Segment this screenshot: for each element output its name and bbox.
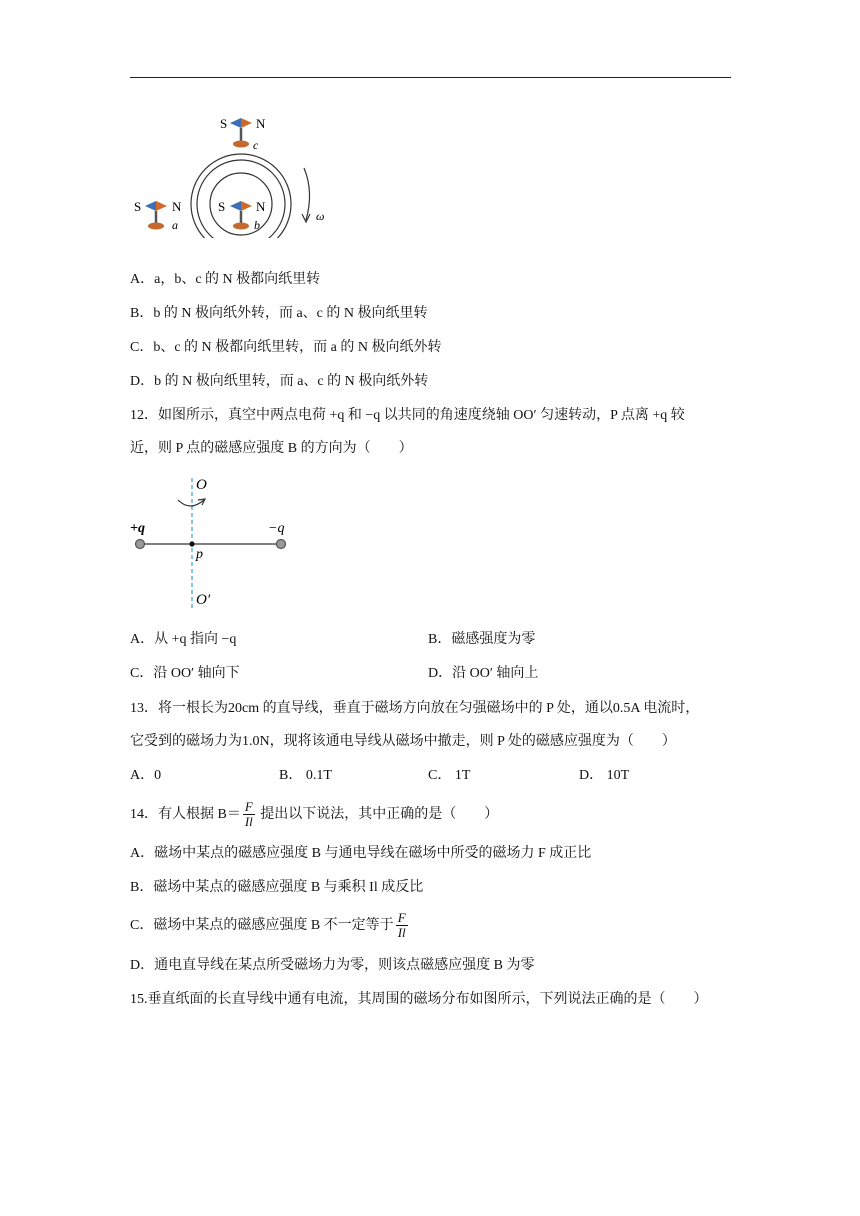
q11-option-a: A．a，b、c 的 N 极都向纸里转 — [130, 272, 321, 287]
point-p — [189, 541, 194, 546]
label-N-a: N — [172, 199, 182, 214]
fraction-denominator: Il — [244, 814, 253, 830]
label-S-c: S — [220, 116, 228, 131]
label-p: p — [196, 547, 203, 562]
q12-option-d: D．沿 OO′ 轴向上 — [428, 666, 539, 681]
q13-stem-line2: 它受到的磁场力为1.0N，现将该通电导线从磁场中撤走，则 P 处的磁感应强度为（ ） — [130, 734, 676, 749]
q13-stem-line1: 13．将一根长为20cm 的直导线，垂直于磁场方向放在匀强磁场中的 P 处，通以0.5A 电流时， — [130, 701, 700, 716]
q14-option-c-text: C．磁场中某点的磁感应强度 B 不一定等于 — [130, 918, 394, 933]
charge-minus — [277, 540, 286, 549]
q12-option-c: C．沿 OO′ 轴向下 — [130, 666, 240, 681]
label-O-prime: O′ — [196, 592, 211, 608]
label-S-a: S — [134, 199, 142, 214]
omega-label: ω — [316, 209, 325, 223]
label-N-c: N — [256, 116, 266, 131]
q12-option-b: B．磁感强度为零 — [428, 632, 536, 647]
compass-a — [145, 201, 167, 230]
compass-c — [230, 118, 252, 148]
q14-stem — [130, 798, 498, 832]
label-b: b — [254, 218, 260, 232]
q15-stem-line1: 15.垂直纸面的长直导线中通有电流，其周围的磁场分布如图所示，下列说法正确的是（ ） — [130, 992, 708, 1007]
q14-stem-pre: 14．有人根据 B＝ — [130, 807, 241, 822]
formula-fraction — [243, 800, 255, 829]
q11-option-b: B．b 的 N 极向纸外转，而 a、c 的 N 极向纸里转 — [130, 306, 428, 321]
q13-option-a: A．0 — [130, 768, 162, 783]
omega-arrow — [304, 168, 310, 220]
formula-fraction-c — [396, 911, 408, 940]
q13-option-b: B． 0.1T — [279, 768, 332, 783]
q13-option-d: D． 10T — [579, 768, 630, 783]
fraction-denominator-c: Il — [397, 925, 406, 941]
q13-option-c: C． 1T — [428, 768, 471, 783]
label-plus-q: +q — [130, 521, 145, 536]
figure-compass-rings — [130, 108, 340, 238]
charge-plus — [136, 540, 145, 549]
q14-stem-post: 提出以下说法，其中正确的是（ ） — [256, 807, 499, 822]
label-S-b: S — [218, 199, 226, 214]
label-O: O — [196, 477, 207, 493]
q14-option-c — [130, 909, 410, 943]
q14-option-b: B．磁场中某点的磁感应强度 B 与乘积 Il 成反比 — [130, 880, 424, 895]
q12-option-a: A．从 +q 指向 −q — [130, 632, 237, 647]
figure-charges-axis — [128, 472, 298, 612]
q14-option-d: D．通电直导线在某点所受磁场力为零，则该点磁感应强度 B 为零 — [130, 958, 535, 973]
fraction-numerator-c: F — [397, 910, 406, 926]
label-N-b: N — [256, 199, 266, 214]
q12-stem-line1: 12．如图所示，真空中两点电荷 +q 和 −q 以共同的角速度绕轴 OO′ 匀速转动，P 点离 +q 较 — [130, 408, 685, 423]
q11-option-c: C．b、c 的 N 极都向纸里转，而 a 的 N 极向纸外转 — [130, 340, 442, 355]
q14-option-a: A．磁场中某点的磁感应强度 B 与通电导线在磁场中所受的磁场力 F 成正比 — [130, 846, 592, 861]
compass-b — [230, 201, 252, 230]
label-a: a — [172, 218, 178, 232]
label-c: c — [253, 138, 259, 152]
label-minus-q: −q — [268, 521, 285, 536]
fraction-numerator: F — [244, 799, 253, 815]
header-rule — [130, 77, 731, 78]
q12-stem-line2: 近，则 P 点的磁感应强度 B 的方向为（ ） — [130, 441, 413, 456]
rotation-arrow — [178, 500, 204, 506]
q11-option-d: D．b 的 N 极向纸里转，而 a、c 的 N 极向纸外转 — [130, 374, 429, 389]
